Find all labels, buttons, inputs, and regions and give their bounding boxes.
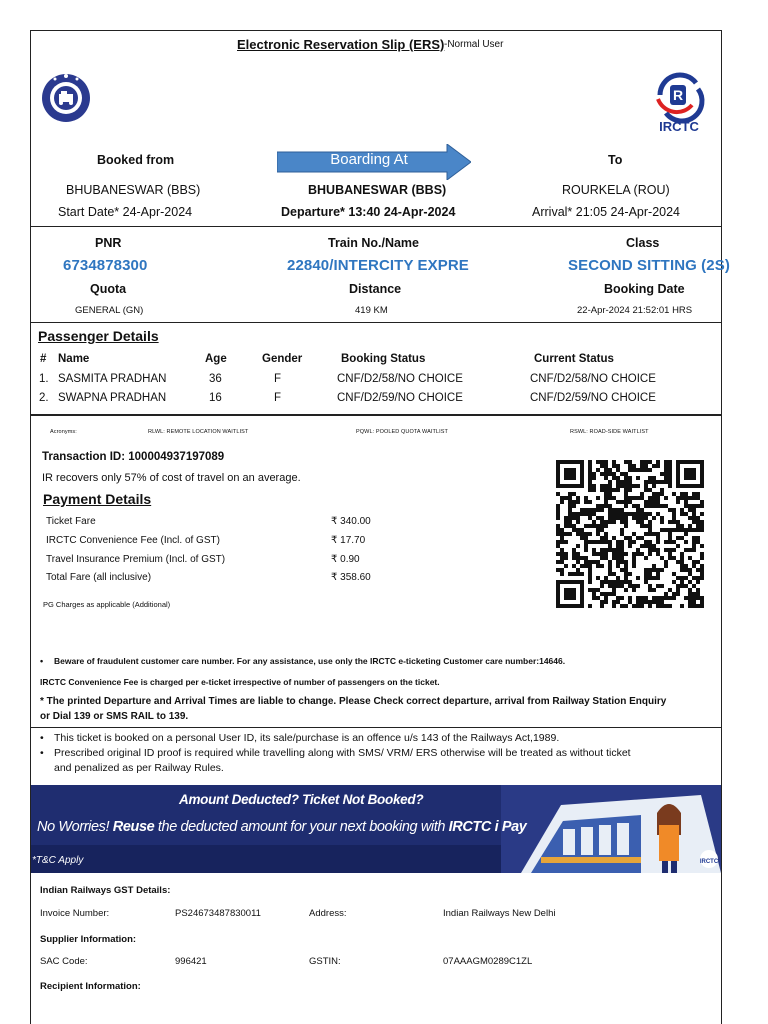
passenger-row-1-no: 1.	[39, 373, 49, 385]
distance-label: Distance	[349, 282, 402, 296]
page-subtitle: -Normal User	[444, 39, 504, 50]
personal-id-notice: This ticket is booked on a personal User ID, its sale/purchase is an offence u/s 143 of the Railways Act,1989.	[54, 732, 560, 744]
gstin-label: GSTIN:	[309, 956, 341, 967]
booking-date-value: 22-Apr-2024 21:52:01 HRS	[577, 305, 693, 316]
passenger-row-1-current-status: CNF/D2/58/NO CHOICE	[530, 373, 656, 385]
booked-from-label: Booked from	[97, 153, 175, 167]
arrival-time: Arrival* 21:05 24-Apr-2024	[532, 205, 680, 219]
quota-label: Quota	[90, 282, 127, 296]
payment-value-insurance: ₹ 0.90	[331, 554, 360, 565]
address-value: Indian Railways New Delhi	[443, 908, 556, 919]
timing-notice-line-2: or Dial 139 or SMS RAIL to 139.	[40, 711, 189, 722]
passenger-row-1-gender: F	[274, 373, 282, 385]
qr-code	[556, 460, 704, 612]
quota-value: GENERAL (GN)	[75, 305, 144, 316]
pnr-label: PNR	[95, 236, 122, 250]
fraud-warning-notice: Beware of fraudulent customer care number. For any assistance, use only the IRCTC e-ticketing Customer care number:14646.	[54, 656, 566, 666]
divider	[31, 414, 721, 416]
gst-details-title: Indian Railways GST Details:	[40, 885, 171, 896]
page-title: Electronic Reservation Slip (ERS)	[237, 37, 445, 52]
bullet-dot: •	[40, 732, 44, 744]
banner-irctc-logo-text: IRCTC	[699, 859, 719, 865]
divider	[31, 226, 721, 227]
departure-time: Departure* 13:40 24-Apr-2024	[281, 205, 456, 219]
passenger-row-2-age: 16	[209, 392, 222, 404]
to-station: ROURKELA (ROU)	[562, 183, 670, 197]
pnr-value: 6734878300	[63, 257, 148, 274]
passenger-row-2-current-status: CNF/D2/59/NO CHOICE	[530, 392, 656, 404]
irctc-logo	[648, 65, 710, 137]
train-value: 22840/INTERCITY EXPRE	[287, 257, 469, 274]
irctc-logo-text: IRCTC	[659, 119, 699, 134]
passenger-details-title: Passenger Details	[38, 328, 159, 344]
boarding-at-label: Boarding At	[330, 151, 408, 168]
acronym-rswl: RSWL: ROAD-SIDE WAITLIST	[570, 429, 649, 435]
banner-tagline	[37, 819, 526, 835]
id-proof-notice-line-1: Prescribed original ID proof is required while travelling along with SMS/ VRM/ ERS otherwise will be treated as without ticket	[54, 747, 631, 759]
from-station: BHUBANESWAR (BBS)	[66, 183, 201, 197]
payment-value-ticket-fare: ₹ 340.00	[331, 516, 371, 527]
booking-date-label: Booking Date	[604, 282, 685, 296]
to-label: To	[608, 153, 623, 167]
invoice-number-label: Invoice Number:	[40, 908, 110, 919]
banner-tnc: *T&C Apply	[32, 855, 84, 866]
acronyms-label: Acronyms:	[50, 429, 77, 435]
col-header-no: #	[40, 353, 47, 365]
banner-tagline-mid: the deducted amount for your next booking with	[154, 819, 449, 835]
bullet-dot: •	[40, 747, 44, 759]
bullet-dot: •	[40, 656, 44, 666]
passenger-row-1-age: 36	[209, 373, 222, 385]
col-header-name: Name	[58, 353, 90, 365]
id-proof-notice-line-2: and penalized as per Railway Rules.	[54, 762, 224, 774]
timing-notice-line-1: * The printed Departure and Arrival Times are liable to change. Please Check correct departure, arrival from Railway Station Enquiry	[40, 696, 667, 707]
banner-strip	[31, 845, 511, 873]
convenience-fee-notice: IRCTC Convenience Fee is charged per e-ticket irrespective of number of passengers on the ticket.	[40, 677, 440, 687]
transaction-id: Transaction ID: 100004937197089	[42, 451, 225, 463]
class-value: SECOND SITTING (2S)	[568, 257, 730, 274]
supplier-information-label: Supplier Information:	[40, 934, 137, 945]
passenger-row-2-name: SWAPNA PRADHAN	[58, 392, 167, 404]
banner-headline: Amount Deducted? Ticket Not Booked?	[179, 792, 424, 807]
gstin-value: 07AAAGM0289C1ZL	[443, 956, 533, 967]
address-label: Address:	[309, 908, 347, 919]
sac-code-value: 996421	[175, 956, 207, 967]
payment-details-title: Payment Details	[43, 491, 152, 507]
col-header-booking-status: Booking Status	[341, 353, 426, 365]
payment-label-insurance: Travel Insurance Premium (Incl. of GST)	[46, 554, 226, 565]
class-label: Class	[626, 236, 660, 250]
payment-value-convenience-fee: ₹ 17.70	[331, 535, 366, 546]
passenger-row-1-name: SASMITA PRADHAN	[58, 373, 167, 385]
payment-label-ticket-fare: Ticket Fare	[46, 516, 96, 527]
ir-recovery-note: IR recovers only 57% of cost of travel on an average.	[42, 472, 301, 484]
col-header-current-status: Current Status	[534, 353, 614, 365]
banner-tagline-pre: No Worries!	[37, 819, 113, 835]
start-date: Start Date* 24-Apr-2024	[58, 205, 193, 219]
payment-label-total: Total Fare (all inclusive)	[46, 572, 152, 583]
train-label: Train No./Name	[328, 236, 419, 250]
train-illustration	[501, 785, 721, 873]
invoice-number-value: PS24673487830011	[175, 908, 261, 919]
col-header-gender: Gender	[262, 353, 303, 365]
passenger-row-1-booking-status: CNF/D2/58/NO CHOICE	[337, 373, 463, 385]
passenger-row-2-no: 2.	[39, 392, 49, 404]
passenger-row-2-gender: F	[274, 392, 282, 404]
divider	[31, 727, 721, 728]
acronym-pqwl: PQWL: POOLED QUOTA WAITLIST	[356, 429, 448, 435]
col-header-age: Age	[205, 353, 227, 365]
banner-tagline-brand: IRCTC i Pay	[448, 819, 527, 835]
sac-code-label: SAC Code:	[40, 956, 88, 967]
irctc-ipay-banner[interactable]	[31, 785, 721, 873]
payment-value-total: ₹ 358.60	[331, 572, 371, 583]
banner-tagline-reuse: Reuse	[112, 819, 155, 835]
passenger-row-2-booking-status: CNF/D2/59/NO CHOICE	[337, 392, 463, 404]
recipient-information-label: Recipient Information:	[40, 981, 141, 992]
indian-railways-logo	[40, 70, 92, 128]
pg-charges-note: PG Charges as applicable (Additional)	[43, 600, 171, 609]
distance-value: 419 KM	[355, 305, 388, 316]
acronym-rlwl: RLWL: REMOTE LOCATION WAITLIST	[148, 429, 249, 435]
payment-label-convenience-fee: IRCTC Convenience Fee (Incl. of GST)	[46, 535, 220, 546]
boarding-station: BHUBANESWAR (BBS)	[308, 183, 447, 197]
svg-text:R: R	[672, 87, 684, 103]
divider	[31, 322, 721, 323]
